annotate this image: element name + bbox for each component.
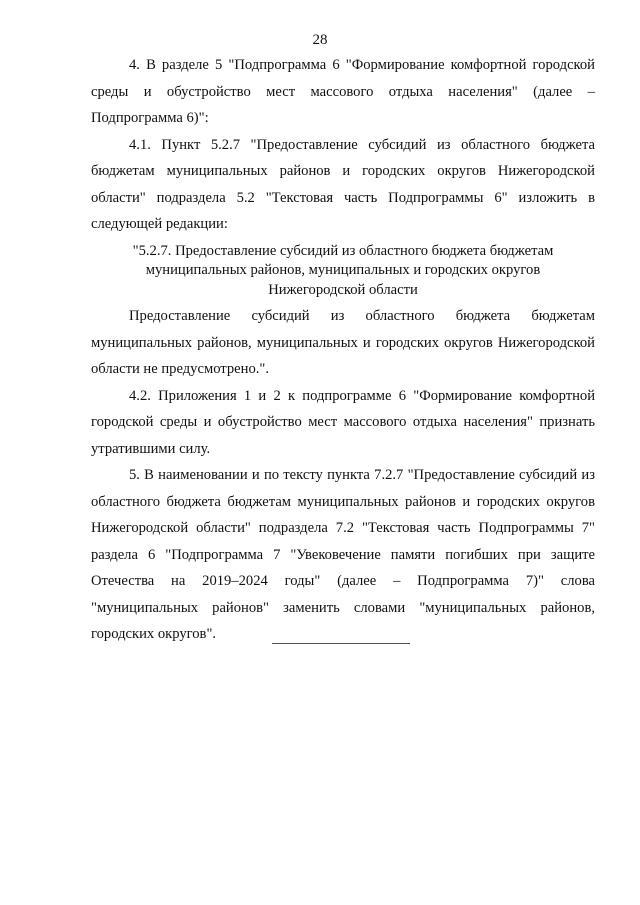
paragraph-item-5: 5. В наименовании и по тексту пункта 7.2.7 "Предоставление субсидий из областного бюджета бюджетам муниципальных районов и городских округов Нижегородской области" подраздела 7.2 "Текстовая часть Подпрограммы 7" раздела 6 "Подпрограмма 7 "Увековечение памяти погибших при защите Отечества на 2019–2024 годы" (далее – Подпрограмма 7)" слова "муниципальных районов" заменить словами "муниципальных районов, городских округов". [91,467,595,642]
clause-heading-line-2: муниципальных районов, муниципальных и городских округов [145,262,541,278]
clause-heading-line-1: "5.2.7. Предоставление субсидий из областного бюджета бюджетам [132,242,554,259]
end-separator-line [272,643,410,644]
paragraph-item-4-2: 4.2. Приложения 1 и 2 к подпрограмме 6 "Формирование комфортной городской среды и обустройство мест массового отдыха населения" признать утратившими силу. [91,387,595,457]
paragraph-item-4-1: 4.1. Пункт 5.2.7 "Предоставление субсидий из областного бюджета бюджетам муниципальных районов и городских округов Нижегородской области" подраздела 5.2 "Текстовая часть Подпрограммы 6" изложить в следующей редакции: [91,136,595,232]
clause-heading [91,242,595,301]
document-body [91,52,595,648]
clause-heading-line-3: Нижегородской области [268,281,418,298]
page-number: 28 [312,32,328,48]
paragraph-clause-text: Предоставление субсидий из областного бюджета бюджетам муниципальных районов, муниципальных и городских округов Нижегородской области не предусмотрено.". [91,308,595,377]
paragraph-section-5-amendment: 4. В разделе 5 "Подпрограмма 6 "Формирование комфортной городской среды и обустройство мест массового отдыха населения" (далее – Подпрограмма 6)": [91,57,595,126]
